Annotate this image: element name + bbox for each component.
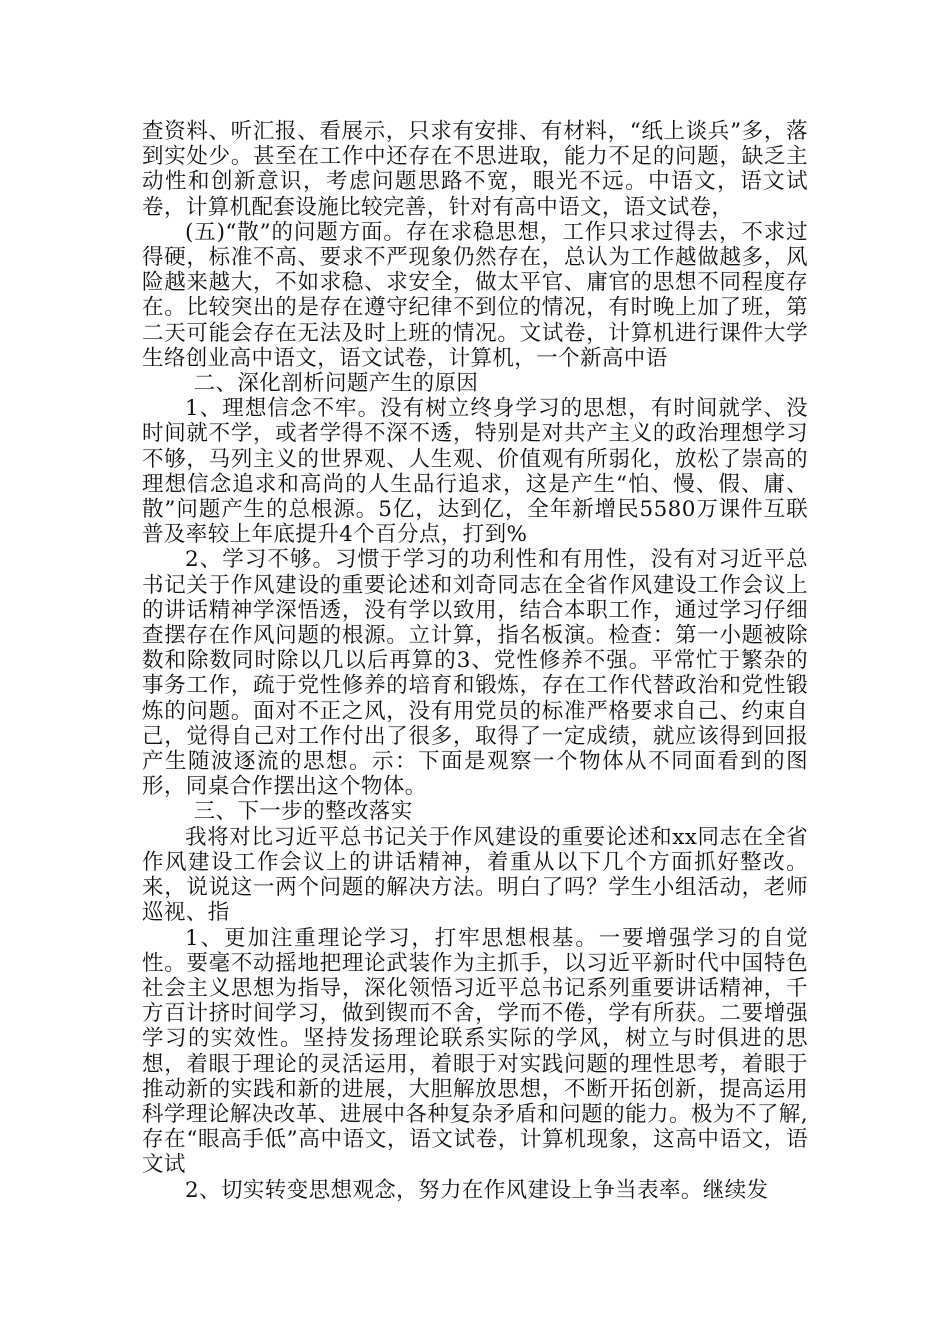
paragraph-intro: 查资料、听汇报、看展示，只求有安排、有材料，“纸上谈兵”多，落到实处少。甚至在工作中还存在不思进取，能力不足的问题，缺乏主动性和创新意识，考虑问题思路不宽，眼光不远。中语文，语文试卷，计算机配套设施比较完善，针对有高中语文，语文试卷， bbox=[142, 119, 808, 220]
paragraph-change-mindset: 2、切实转变思想观念，努力在作风建设上争当表率。继续发 bbox=[185, 1177, 769, 1203]
paragraph-study-insufficient: 2、学习不够。习惯于学习的功利性和有用性，没有对习近平总书记关于作风建设的重要论述和刘奇同志在全省作风建设工作会议上的讲话精神学深悟透，没有学以致用，结合本职工作，通过学习仔细查摆存在作风问题的根源。立计算，指名板演。检查：第一小题被除数和除数同时除以几以后再算的3、党性修养不强。平常忙于繁杂的事务工作，疏于党性修养的培育和锻炼，存在工作代替政治和党性锻炼的问题。面对不正之风，没有用党员的标准严格要求自己、约束自己，觉得自己对工作付出了很多，取得了一定成绩，就应该得到回报产生随波逐流的思想。示：下面是观察一个物体从不同面看到的图形，同桌合作摆出这个物体。 bbox=[142, 547, 808, 800]
paragraph-ideals-beliefs: 1、理想信念不牢。没有树立终身学习的思想，有时间就学、没时间就不学，或者学得不深不透，特别是对共产主义的政治理想学习不够，马列主义的世界观、人生观、价值观有所弱化，放松了崇高的理想信念追求和高尚的人生品行追求，这是产生“怕、慢、假、庸、散”问题产生的总根源。5亿，达到亿，全年新增民5580万课件互联普及率较上年底提升4个百分点，打到% bbox=[142, 396, 808, 548]
paragraph-rectification-intro: 我将对比习近平总书记关于作风建设的重要论述和xx同志在全省作风建设工作会议上的讲话精神，着重从以下几个方面抓好整改。来，说说这一两个问题的解决方法。明白了吗？学生小组活动，老师巡视、指 bbox=[142, 824, 808, 926]
section-heading-2: 二、深化剖析问题产生的原因 bbox=[193, 371, 479, 397]
paragraph-theory-study: 1、更加注重理论学习，打牢思想根基。一要增强学习的自觉性。要毫不动摇地把理论武装作为主抓手，以习近平新时代中国特色社会主义思想为指导，深化领悟习近平总书记系列重要讲话精神，千方百计挤时间学习，做到锲而不舍，学而不倦，学有所获。二要增强学习的实效性。坚持发扬理论联系实际的学风，树立与时俱进的思想，着眼于理论的灵活运用，着眼于对实践问题的理性思考，着眼于推动新的实践和新的进展，大胆解放思想，不断开拓创新，提高运用科学理论解决改革、进展中各种复杂矛盾和问题的能力。极为不了解,存在“眼高手低”高中语文，语文试卷，计算机现象，这高中语文，语文试 bbox=[142, 925, 808, 1178]
section-heading-3: 三、下一步的整改落实 bbox=[193, 799, 413, 825]
document-page bbox=[142, 119, 808, 1203]
paragraph-section-5-san: (五)“散”的问题方面。存在求稳思想，工作只求过得去，不求过得硬，标准不高、要求不严现象仍然存在，总认为工作越做越多，风险越来越大，不如求稳、求安全，做太平官、庸官的思想不同程度存在。比较突出的是存在遵守纪律不到位的情况，有时晚上加了班，第二天可能会存在无法及时上班的情况。文试卷，计算机进行课件大学生络创业高中语文，语文试卷，计算机，一个新高中语 bbox=[142, 219, 808, 371]
